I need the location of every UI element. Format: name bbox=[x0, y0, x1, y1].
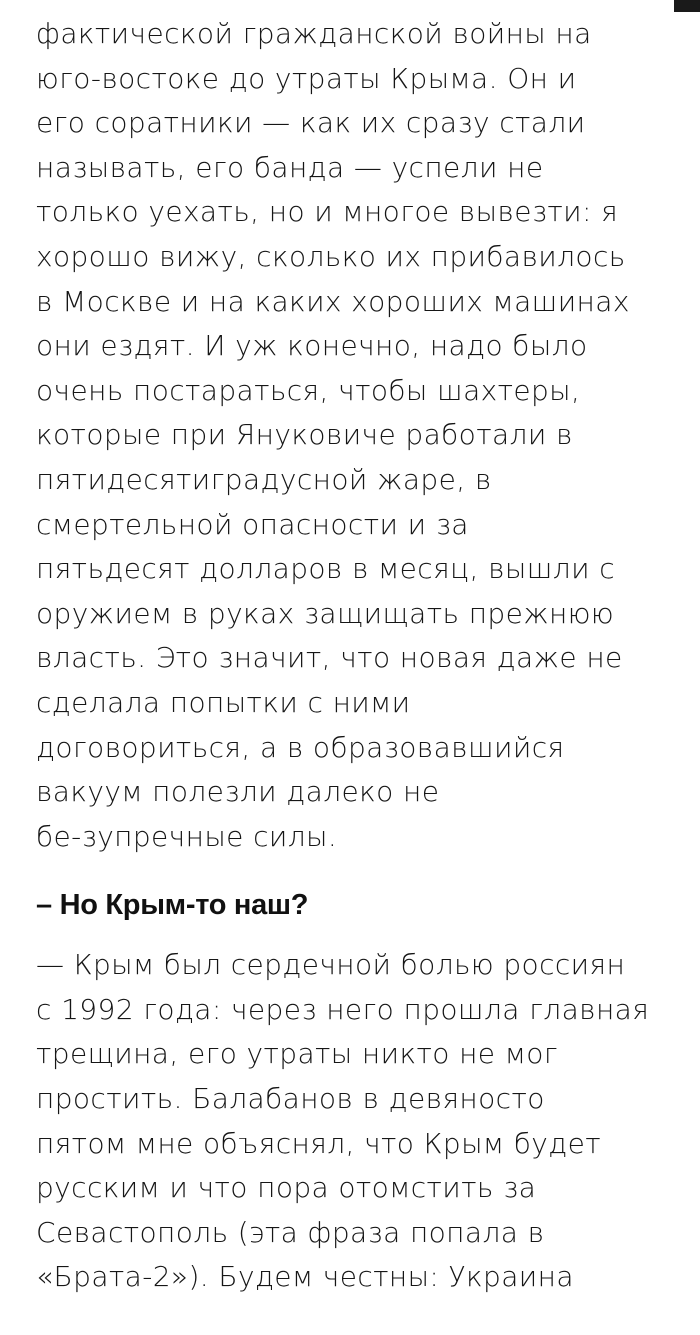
text-line: пятом мне объяснял, что Крым будет bbox=[36, 1126, 601, 1160]
text-line: фактической гражданской войны на bbox=[36, 17, 592, 50]
text-line: — Крым был сердечной болью россиян bbox=[36, 948, 626, 982]
article-paragraph-2 bbox=[36, 943, 676, 1300]
text-line: «Брата-2»). Будем честны: Украина bbox=[36, 1260, 574, 1294]
text-line: бе-зупречные силы. bbox=[36, 819, 338, 853]
text-line: Севастополь (эта фраза попала в bbox=[36, 1215, 545, 1249]
text-line: сделала попытки с ними bbox=[36, 685, 411, 719]
text-line: простить. Балабанов в девяносто bbox=[36, 1082, 545, 1116]
text-line: они ездят. И уж конечно, надо было bbox=[36, 329, 588, 363]
text-line: оружием в руках защищать прежнюю bbox=[36, 596, 615, 630]
interview-question: – Но Крым-то наш? bbox=[36, 889, 309, 922]
text-line: вакуум полезли далеко не bbox=[36, 775, 440, 809]
bottom-cutoff-strip bbox=[0, 1323, 700, 1335]
text-line: которые при Януковиче работали в bbox=[36, 418, 573, 452]
text-line: его соратники — как их сразу стали bbox=[36, 106, 586, 140]
text-line: трещина, его утраты никто не мог bbox=[36, 1037, 558, 1071]
text-line: в Москве и на каких хороших машинах bbox=[36, 284, 630, 318]
scroll-edge-marker bbox=[674, 0, 700, 12]
text-line: пятьдесят долларов в месяц, вышли с bbox=[36, 552, 616, 586]
text-line: с 1992 года: через него прошла главная bbox=[36, 992, 650, 1026]
text-line: договориться, а в образовавшийся bbox=[36, 730, 565, 764]
article-body bbox=[36, 12, 676, 1300]
text-line: юго-востоке до утраты Крыма. Он и bbox=[36, 61, 577, 95]
text-line: русским и что пора отомстить за bbox=[36, 1171, 537, 1205]
text-line: пятидесятиградусной жаре, в bbox=[36, 462, 492, 496]
text-line: только уехать, но и многое вывезти: я bbox=[36, 195, 619, 229]
text-line: власть. Это значит, что новая даже не bbox=[36, 641, 623, 675]
article-paragraph-1 bbox=[36, 12, 676, 859]
text-line: хорошо вижу, сколько их прибавилось bbox=[36, 239, 626, 273]
top-edge-strip bbox=[0, 0, 700, 12]
text-line: очень постараться, чтобы шахтеры, bbox=[36, 373, 581, 407]
text-line: называть, его банда — успели не bbox=[36, 150, 544, 184]
text-line: смертельной опасности и за bbox=[36, 507, 469, 541]
